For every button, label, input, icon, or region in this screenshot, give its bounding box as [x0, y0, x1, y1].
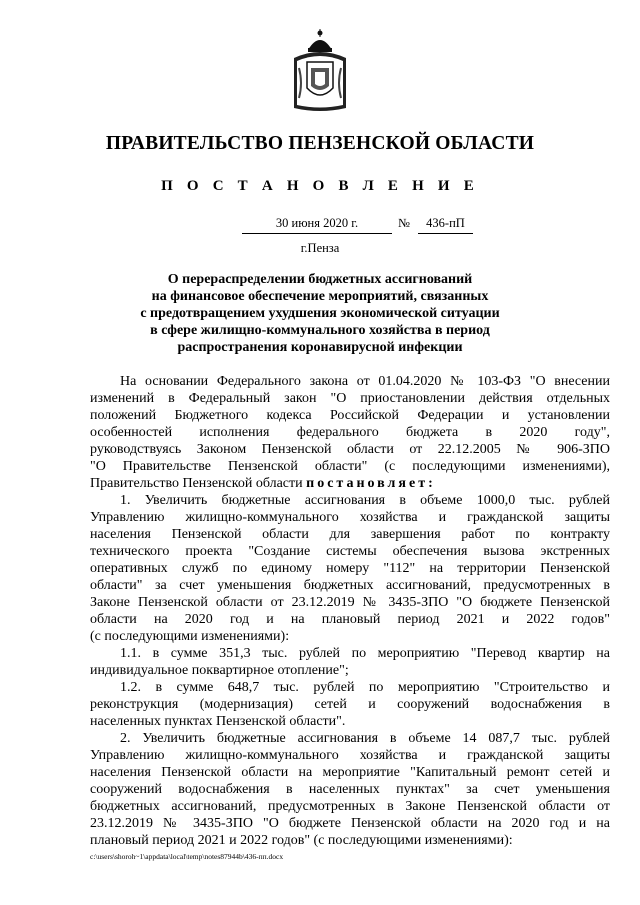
document-body — [90, 373, 610, 849]
item1-2-line: реконструкция (модернизация) сетей и сооружений водоснабжения в — [90, 697, 610, 712]
subject-line: в сфере жилищно-коммунального хозяйства в период — [150, 323, 490, 338]
item1-line: технического проекта "Создание системы обеспечения вызова экстренных — [90, 544, 610, 559]
preamble-line: "О Правительстве Пензенской области" (с последующими изменениями), — [90, 459, 610, 474]
subject-line: с предотвращением ухудшения экономической ситуации — [140, 306, 500, 321]
item1-1-line: 1.1. в сумме 351,3 тыс. рублей по мероприятию "Перевод квартир на — [120, 646, 610, 661]
item1-2-line: 1.2. в сумме 648,7 тыс. рублей по мероприятию "Строительство и — [120, 680, 610, 695]
item1-line: (с последующими изменениями): — [90, 629, 290, 644]
item2-line: плановый период 2021 и 2022 годов" (с последующими изменениями): — [90, 833, 513, 848]
coat-of-arms-emblem — [291, 28, 349, 114]
item2-line: 23.12.2019 № 3435-ЗПО "О бюджете Пензенской области на 2020 год и на — [90, 816, 610, 831]
item1-line: Законе Пензенской области от 23.12.2019 № 3435-ЗПО "О бюджете Пензенской — [90, 595, 610, 610]
document-number: 436-пП — [418, 213, 473, 234]
number-sign: № — [398, 216, 410, 230]
government-title: ПРАВИТЕЛЬСТВО ПЕНЗЕНСКОЙ ОБЛАСТИ — [105, 133, 535, 154]
document-subject — [110, 271, 530, 356]
preamble-line: особенностей исполнения федерального бюджета в 2020 году", — [90, 425, 610, 440]
item2-line: Управлению жилищно-коммунального хозяйства и гражданской защиты — [90, 748, 610, 763]
item1-line: области на 2020 год и на плановый период 2021 и 2022 годов" — [90, 612, 610, 627]
resolves-word: постановляет: — [306, 476, 436, 491]
item2-line: сооружений водоснабжения в населенных пунктах" за счет уменьшения — [90, 782, 610, 797]
preamble-line: руководствуясь Законом Пензенской области от 22.12.2005 № 906-ЗПО — [90, 442, 610, 457]
subject-line: О перераспределении бюджетных ассигнований — [167, 272, 473, 287]
document-date: 30 июня 2020 г. — [242, 213, 392, 234]
preamble-line: положений Бюджетного кодекса Российской Федерации и установлении — [90, 408, 610, 423]
preamble-line: изменений в Федеральный закон "О приостановлении действия отдельных — [90, 391, 610, 406]
resolves-line — [90, 475, 610, 492]
item2-line: бюджетных ассигнований, предусмотренных в Законе Пензенской области от — [90, 799, 610, 814]
item2-line: 2. Увеличить бюджетные ассигнования в объеме 14 087,7 тыс. рублей — [120, 731, 610, 746]
preamble-line: На основании Федерального закона от 01.04.2020 № 103-ФЗ "О внесении — [120, 374, 610, 389]
item1-line: Управлению жилищно-коммунального хозяйства и гражданской защиты — [90, 510, 610, 525]
item2-line: населения Пензенской области на мероприятие "Капитальный ремонт сетей и — [90, 765, 610, 780]
item1-line: области" за счет уменьшения бюджетных ассигнований, предусмотренных в — [90, 578, 610, 593]
subject-line: распространения коронавирусной инфекции — [177, 340, 463, 355]
item1-1-line: индивидуальное поквартирное отопление"; — [90, 663, 349, 678]
subject-line: на финансовое обеспечение мероприятий, связанных — [151, 289, 489, 304]
item1-line: оперативных служб по единому номеру "112" на территории Пензенской — [90, 561, 610, 576]
document-type: П О С Т А Н О В Л Е Н И Е — [161, 178, 479, 194]
item1-line: населения Пензенской области для завершения работ по контракту — [90, 527, 610, 542]
city: г.Пенза — [300, 241, 340, 255]
file-path-footer: c:\users\shoroh~1\appdata\local\temp\notes87944b\436-пп.docx — [90, 852, 284, 861]
item1-line: 1. Увеличить бюджетные ассигнования в объеме 1000,0 тыс. рублей — [120, 493, 610, 508]
resolves-prefix: Правительство Пензенской области — [90, 476, 307, 491]
item1-2-line: населенных пунктах Пензенской области". — [90, 714, 346, 729]
